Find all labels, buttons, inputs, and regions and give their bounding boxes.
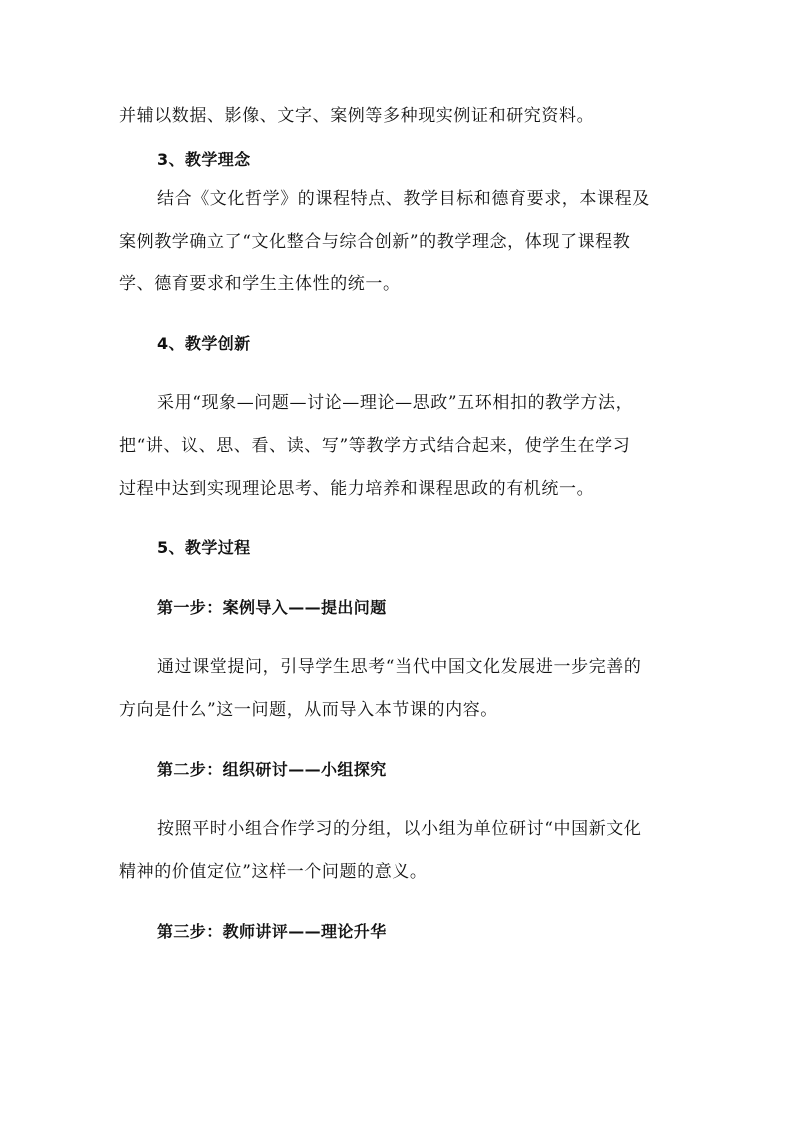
paragraph-line: 把“讲、议、思、看、读、写”等教学方式结合起来，使学生在学习 <box>119 436 631 456</box>
paragraph-line: 精神的价值定位”这样一个问题的意义。 <box>119 862 428 882</box>
paragraph-line: 学、德育要求和学生主体性的统一。 <box>119 274 401 294</box>
paragraph-line: 通过课堂提问，引导学生思考“当代中国文化发展进一步完善的 <box>157 657 642 677</box>
paragraph-line: 方向是什么”这一问题，从而导入本节课的内容。 <box>119 700 498 720</box>
section-heading-teaching-innovation: 4、教学创新 <box>157 334 251 353</box>
step-heading-2: 第二步：组织研讨——小组探究 <box>157 760 387 779</box>
step-heading-3: 第三步：教师讲评——理论升华 <box>157 922 387 941</box>
paragraph-line: 采用“现象—问题—讨论—理论—思政”五环相扣的教学方法， <box>157 393 634 413</box>
step-heading-1: 第一步：案例导入——提出问题 <box>157 598 387 617</box>
section-heading-teaching-philosophy: 3、教学理念 <box>157 150 251 169</box>
section-heading-teaching-process: 5、教学过程 <box>157 538 251 557</box>
paragraph-line: 并辅以数据、影像、文字、案例等多种现实例证和研究资料。 <box>119 106 595 126</box>
paragraph-line: 过程中达到实现理论思考、能力培养和课程思政的有机统一。 <box>119 479 595 499</box>
paragraph-line: 结合《文化哲学》的课程特点、教学目标和德育要求，本课程及 <box>157 189 650 209</box>
paragraph-line: 案例教学确立了“文化整合与综合创新”的教学理念，体现了课程教 <box>119 232 631 252</box>
paragraph-line: 按照平时小组合作学习的分组，以小组为单位研讨“中国新文化 <box>157 819 642 839</box>
